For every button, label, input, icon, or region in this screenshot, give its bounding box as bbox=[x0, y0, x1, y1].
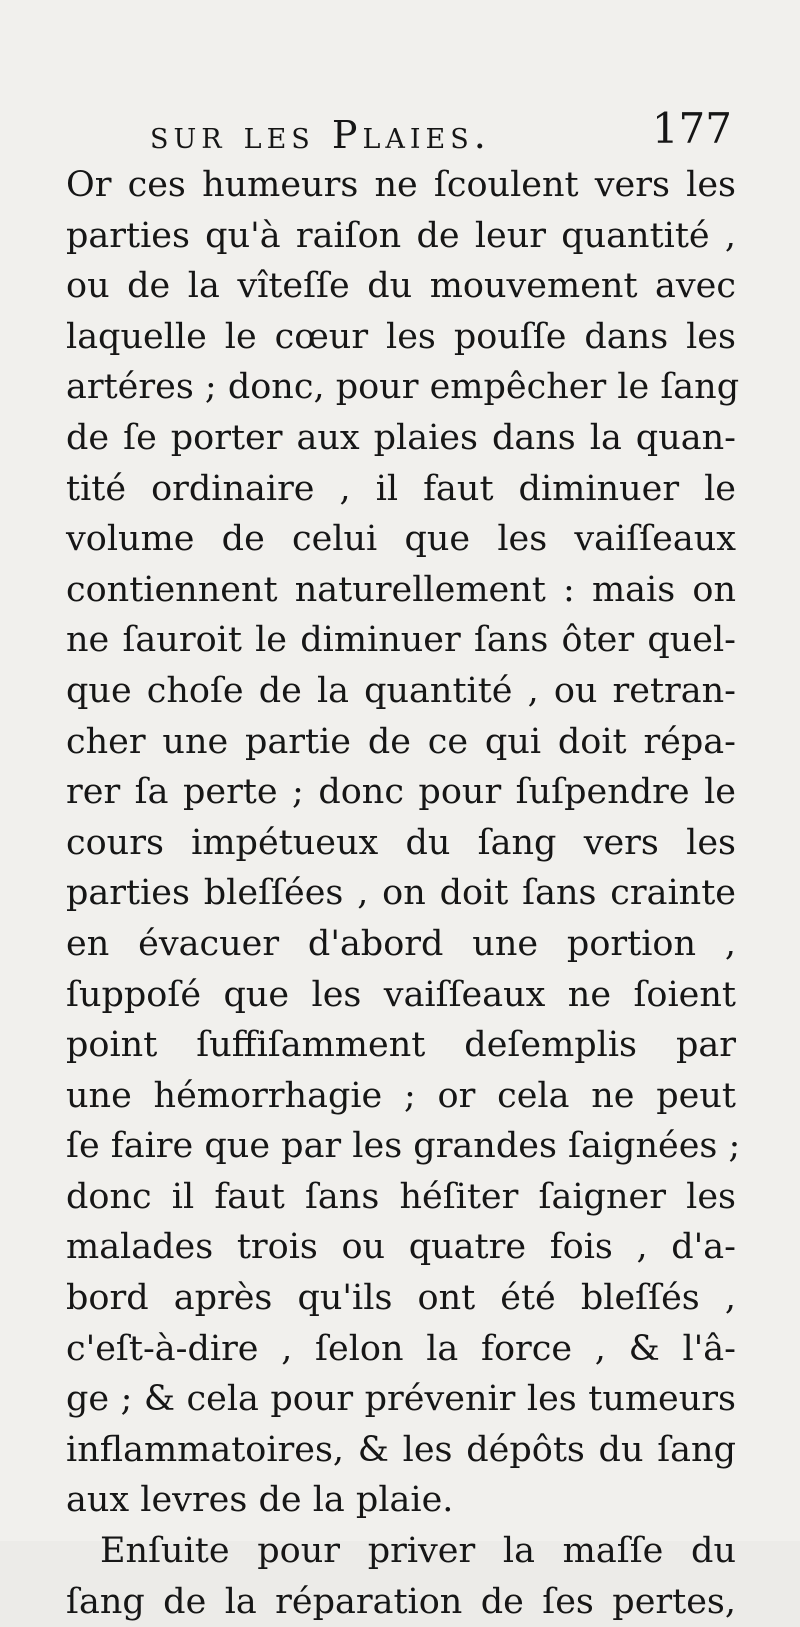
text-line: artéres ; donc, pour empêcher le ſang bbox=[66, 367, 740, 408]
text-line: point ſuffiſamment deſemplis par bbox=[66, 1025, 736, 1066]
text-line: ne ſauroit le diminuer ſans ôter quel- bbox=[66, 620, 736, 661]
text-line: laquelle le cœur les pouſſe dans les bbox=[66, 316, 736, 357]
text-line: inflammatoires, & les dépôts du ſang bbox=[66, 1429, 736, 1470]
text-line: de ſe porter aux plaies dans la quan- bbox=[66, 417, 736, 458]
paragraph-end-line: aux levres de la plaie. bbox=[66, 1480, 454, 1521]
text-line: que choſe de la quantité , ou retran- bbox=[66, 670, 736, 711]
text-line: ſang de la réparation de ſes pertes, bbox=[66, 1581, 736, 1622]
text-line: cher une partie de ce qui doit répa- bbox=[66, 721, 736, 762]
text-line: volume de celui que les vaiſſeaux bbox=[66, 519, 736, 560]
text-line: parties qu'à raiſon de leur quantité , bbox=[66, 215, 736, 256]
text-line: tité ordinaire , il faut diminuer le bbox=[66, 468, 736, 509]
body-text bbox=[66, 160, 741, 1627]
text-line: parties bleſſées , on doit ſans crainte bbox=[66, 873, 736, 914]
text-line: Or ces humeurs ne ſcoulent vers les bbox=[66, 165, 736, 205]
text-line: ge ; & cela pour prévenir les tumeurs bbox=[66, 1379, 736, 1420]
text-line: donc il faut ſans héſiter ſaigner les bbox=[66, 1176, 736, 1217]
text-line: en évacuer d'abord une portion , bbox=[66, 923, 736, 964]
text-line: une hémorrhagie ; or cela ne peut bbox=[66, 1075, 736, 1116]
page-number: 177 bbox=[651, 104, 732, 153]
text-line: ou de la vîteſſe du mouvement avec bbox=[66, 266, 736, 307]
text-line: ſuppoſé que les vaiſſeaux ne ſoient bbox=[66, 974, 736, 1015]
text-line: bord après qu'ils ont été bleſſés , bbox=[66, 1278, 736, 1319]
text-line: contiennent naturellement : mais on bbox=[66, 569, 736, 610]
text-line: cours impétueux du ſang vers les bbox=[66, 822, 736, 863]
text-line: c'eſt-à-dire , ſelon la force , & l'â- bbox=[66, 1328, 736, 1369]
paragraph-start-line: Enſuite pour priver la maſſe du bbox=[100, 1531, 736, 1572]
page-header bbox=[150, 104, 732, 164]
running-head: sur les Plaies. bbox=[150, 113, 491, 157]
text-line: ſe faire que par les grandes ſaignées ; bbox=[66, 1126, 741, 1167]
text-line: malades trois ou quatre fois , d'a- bbox=[66, 1227, 736, 1268]
text-line: rer ſa perte ; donc pour ſuſpendre le bbox=[66, 772, 736, 813]
